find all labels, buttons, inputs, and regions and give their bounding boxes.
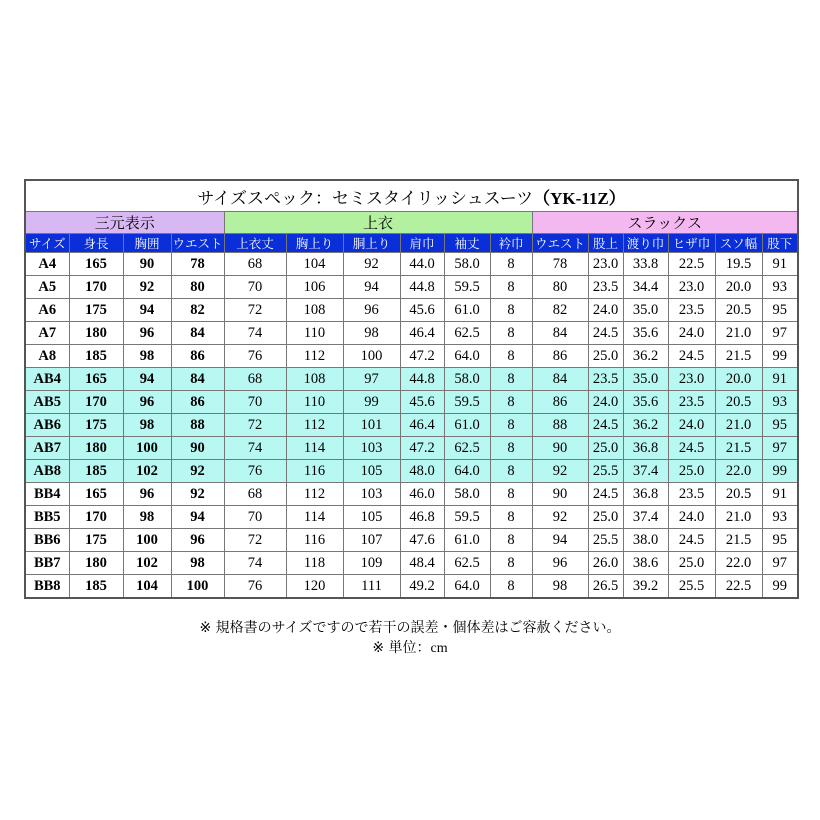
col-header-lapel: 衿巾 [490,234,532,253]
group-three-d: 三元表示 [25,212,224,234]
table-cell: 26.5 [588,575,623,599]
table-row [25,529,798,552]
table-cell: 24.5 [588,414,623,437]
col-header-waist-finished: 胴上り [343,234,400,253]
col-header-size: サイズ [25,234,69,253]
size-cell: A5 [25,276,69,299]
col-header-shoulder: 肩巾 [400,234,444,253]
table-cell: 22.0 [715,460,762,483]
table-cell: 92 [171,460,224,483]
table-cell: 21.0 [715,414,762,437]
table-cell: 62.5 [444,552,490,575]
table-cell: 185 [69,460,123,483]
table-cell: 20.5 [715,299,762,322]
col-header-chest-finished: 胸上り [286,234,343,253]
table-cell: 102 [123,552,171,575]
table-cell: 104 [286,253,343,276]
table-cell: 24.0 [588,299,623,322]
group-jacket: 上衣 [224,212,532,234]
table-cell: 86 [532,391,588,414]
table-row [25,437,798,460]
table-cell: 61.0 [444,529,490,552]
table-cell: 47.6 [400,529,444,552]
table-cell: 24.0 [668,506,715,529]
table-cell: 61.0 [444,299,490,322]
table-cell: 24.5 [668,345,715,368]
table-cell: 103 [343,483,400,506]
table-cell: 96 [171,529,224,552]
table-cell: 94 [171,506,224,529]
table-cell: 58.0 [444,483,490,506]
table-cell: 86 [532,345,588,368]
table-cell: 59.5 [444,506,490,529]
table-cell: 80 [171,276,224,299]
table-cell: 8 [490,368,532,391]
table-cell: 99 [762,575,798,599]
table-cell: 23.0 [588,253,623,276]
table-cell: 91 [762,253,798,276]
table-cell: 8 [490,437,532,460]
table-cell: 8 [490,506,532,529]
table-cell: 25.0 [588,437,623,460]
table-cell: 112 [286,414,343,437]
table-cell: 59.5 [444,391,490,414]
table-cell: 21.0 [715,322,762,345]
table-cell: 23.5 [588,276,623,299]
table-row [25,506,798,529]
table-cell: 35.6 [623,322,668,345]
table-cell: 38.6 [623,552,668,575]
table-cell: 76 [224,460,286,483]
table-cell: 90 [171,437,224,460]
size-cell: AB4 [25,368,69,391]
table-row [25,552,798,575]
table-cell: 46.0 [400,483,444,506]
size-cell: BB7 [25,552,69,575]
table-cell: 44.8 [400,276,444,299]
table-cell: 180 [69,322,123,345]
table-cell: 185 [69,575,123,599]
table-cell: 170 [69,276,123,299]
table-cell: 90 [532,483,588,506]
table-title [25,180,798,212]
table-cell: 180 [69,437,123,460]
col-header-slacks-waist: ウエスト [532,234,588,253]
table-cell: 112 [286,483,343,506]
col-header-inseam: 股下 [762,234,798,253]
table-cell: 8 [490,391,532,414]
table-row [25,345,798,368]
table-cell: 165 [69,368,123,391]
table-cell: 76 [224,575,286,599]
table-cell: 84 [171,368,224,391]
table-cell: 25.5 [668,575,715,599]
col-header-height: 身長 [69,234,123,253]
table-cell: 114 [286,506,343,529]
table-cell: 8 [490,552,532,575]
table-cell: 112 [286,345,343,368]
table-cell: 24.5 [668,437,715,460]
table-cell: 94 [343,276,400,299]
table-cell: 36.8 [623,483,668,506]
table-cell: 8 [490,345,532,368]
table-cell: 47.2 [400,345,444,368]
col-header-knee: ヒザ巾 [668,234,715,253]
table-body [25,253,798,599]
table-cell: 175 [69,414,123,437]
col-header-hem: スソ幅 [715,234,762,253]
table-cell: 35.0 [623,368,668,391]
table-cell: 99 [343,391,400,414]
table-cell: 35.0 [623,299,668,322]
table-cell: 8 [490,322,532,345]
table-cell: 39.2 [623,575,668,599]
table-cell: 64.0 [444,460,490,483]
table-cell: 82 [171,299,224,322]
table-cell: 102 [123,460,171,483]
table-cell: 68 [224,253,286,276]
table-row [25,414,798,437]
table-cell: 95 [762,529,798,552]
table-cell: 165 [69,253,123,276]
table-cell: 74 [224,552,286,575]
table-cell: 78 [532,253,588,276]
table-cell: 8 [490,299,532,322]
table-cell: 98 [123,506,171,529]
table-row [25,483,798,506]
table-cell: 68 [224,483,286,506]
table-cell: 104 [123,575,171,599]
table-cell: 70 [224,276,286,299]
table-cell: 94 [123,299,171,322]
table-cell: 23.5 [668,483,715,506]
size-cell: A6 [25,299,69,322]
table-cell: 62.5 [444,437,490,460]
table-cell: 26.0 [588,552,623,575]
size-cell: A4 [25,253,69,276]
size-cell: A8 [25,345,69,368]
table-cell: 8 [490,414,532,437]
table-cell: 46.4 [400,322,444,345]
table-cell: 48.4 [400,552,444,575]
table-cell: 110 [286,322,343,345]
table-cell: 38.0 [623,529,668,552]
table-cell: 20.0 [715,368,762,391]
table-cell: 70 [224,506,286,529]
table-cell: 23.5 [668,299,715,322]
table-cell: 98 [123,414,171,437]
table-cell: 175 [69,299,123,322]
table-cell: 96 [123,483,171,506]
size-cell: AB8 [25,460,69,483]
size-cell: AB7 [25,437,69,460]
table-cell: 46.8 [400,506,444,529]
table-row [25,276,798,299]
table-cell: 78 [171,253,224,276]
table-cell: 44.0 [400,253,444,276]
table-cell: 22.0 [715,552,762,575]
table-cell: 24.0 [668,414,715,437]
table-cell: 36.8 [623,437,668,460]
table-cell: 74 [224,437,286,460]
table-title-code: （YK-11Z） [533,188,626,208]
table-cell: 97 [343,368,400,391]
table-cell: 25.5 [588,529,623,552]
table-cell: 72 [224,414,286,437]
table-cell: 61.0 [444,414,490,437]
table-title-text: サイズスペック：セミスタイリッシュスーツ [197,188,534,209]
table-cell: 25.0 [588,506,623,529]
disclaimer-note: ※ 規格書のサイズですので若干の誤差・個体差はご容赦ください。 [199,620,621,636]
table-cell: 70 [224,391,286,414]
table-cell: 80 [532,276,588,299]
table-cell: 180 [69,552,123,575]
table-cell: 24.0 [588,391,623,414]
table-cell: 108 [286,368,343,391]
table-cell: 110 [286,391,343,414]
table-cell: 20.5 [715,391,762,414]
table-cell: 25.0 [668,460,715,483]
table-cell: 8 [490,460,532,483]
col-header-jacket-length: 上衣丈 [224,234,286,253]
table-cell: 100 [123,529,171,552]
unit-note-prefix: ※ 単位： [372,640,431,656]
table-cell: 20.5 [715,483,762,506]
table-cell: 101 [343,414,400,437]
table-cell: 19.5 [715,253,762,276]
table-cell: 74 [224,322,286,345]
table-cell: 175 [69,529,123,552]
table-cell: 96 [123,322,171,345]
table-cell: 48.0 [400,460,444,483]
col-header-sleeve: 袖丈 [444,234,490,253]
table-cell: 120 [286,575,343,599]
unit-note-unit: cm [430,641,448,656]
size-cell: AB5 [25,391,69,414]
table-cell: 23.5 [588,368,623,391]
table-cell: 84 [532,368,588,391]
table-cell: 98 [171,552,224,575]
table-cell: 92 [532,460,588,483]
col-header-rise: 股上 [588,234,623,253]
table-cell: 86 [171,345,224,368]
table-cell: 92 [532,506,588,529]
table-cell: 97 [762,322,798,345]
table-cell: 64.0 [444,575,490,599]
table-cell: 96 [123,391,171,414]
table-cell: 91 [762,368,798,391]
table-cell: 45.6 [400,391,444,414]
table-cell: 100 [123,437,171,460]
table-cell: 88 [171,414,224,437]
table-cell: 36.2 [623,414,668,437]
table-cell: 97 [762,552,798,575]
unit-note [0,637,820,657]
table-row [25,391,798,414]
table-cell: 68 [224,368,286,391]
table-cell: 21.5 [715,529,762,552]
table-cell: 97 [762,437,798,460]
table-cell: 21.5 [715,345,762,368]
table-cell: 96 [343,299,400,322]
table-cell: 99 [762,460,798,483]
size-cell: BB8 [25,575,69,599]
table-cell: 105 [343,506,400,529]
table-cell: 107 [343,529,400,552]
table-cell: 36.2 [623,345,668,368]
table-cell: 35.6 [623,391,668,414]
table-cell: 109 [343,552,400,575]
table-cell: 49.2 [400,575,444,599]
table-cell: 93 [762,391,798,414]
table-cell: 37.4 [623,506,668,529]
col-header-chest: 胸囲 [123,234,171,253]
table-cell: 8 [490,529,532,552]
table-cell: 46.4 [400,414,444,437]
table-cell: 92 [123,276,171,299]
table-cell: 25.5 [588,460,623,483]
table-cell: 118 [286,552,343,575]
table-cell: 64.0 [444,345,490,368]
table-cell: 25.0 [668,552,715,575]
table-cell: 62.5 [444,322,490,345]
table-cell: 58.0 [444,253,490,276]
table-cell: 8 [490,483,532,506]
table-cell: 170 [69,391,123,414]
table-cell: 95 [762,299,798,322]
table-cell: 59.5 [444,276,490,299]
group-slacks: スラックス [532,212,798,234]
table-cell: 82 [532,299,588,322]
table-cell: 96 [532,552,588,575]
table-cell: 76 [224,345,286,368]
table-cell: 94 [532,529,588,552]
table-cell: 93 [762,506,798,529]
table-cell: 23.0 [668,368,715,391]
table-cell: 88 [532,414,588,437]
size-cell: BB6 [25,529,69,552]
table-cell: 8 [490,253,532,276]
table-row [25,575,798,599]
table-cell: 116 [286,529,343,552]
table-cell: 99 [762,345,798,368]
table-cell: 116 [286,460,343,483]
table-cell: 20.0 [715,276,762,299]
table-cell: 95 [762,414,798,437]
size-cell: BB4 [25,483,69,506]
table-cell: 34.4 [623,276,668,299]
table-cell: 37.4 [623,460,668,483]
table-cell: 90 [532,437,588,460]
table-cell: 24.5 [668,529,715,552]
table-cell: 23.0 [668,276,715,299]
table-cell: 94 [123,368,171,391]
table-cell: 58.0 [444,368,490,391]
table-cell: 98 [532,575,588,599]
size-cell: BB5 [25,506,69,529]
size-spec-table [24,179,799,599]
table-cell: 100 [171,575,224,599]
table-cell: 47.2 [400,437,444,460]
table-cell: 24.5 [588,483,623,506]
table-cell: 91 [762,483,798,506]
table-cell: 24.5 [588,322,623,345]
table-cell: 84 [171,322,224,345]
table-cell: 103 [343,437,400,460]
table-cell: 72 [224,299,286,322]
size-cell: A7 [25,322,69,345]
table-cell: 105 [343,460,400,483]
table-cell: 84 [532,322,588,345]
table-row [25,322,798,345]
table-cell: 22.5 [715,575,762,599]
table-cell: 93 [762,276,798,299]
table-cell: 25.0 [588,345,623,368]
table-cell: 108 [286,299,343,322]
size-cell: AB6 [25,414,69,437]
table-cell: 90 [123,253,171,276]
table-row [25,253,798,276]
table-cell: 24.0 [668,322,715,345]
table-cell: 185 [69,345,123,368]
table-cell: 100 [343,345,400,368]
table-cell: 23.5 [668,391,715,414]
table-cell: 106 [286,276,343,299]
table-cell: 98 [123,345,171,368]
table-row [25,368,798,391]
table-cell: 72 [224,529,286,552]
table-cell: 98 [343,322,400,345]
col-header-thigh: 渡り巾 [623,234,668,253]
table-cell: 170 [69,506,123,529]
col-header-waist: ウエスト [171,234,224,253]
table-cell: 8 [490,276,532,299]
table-cell: 45.6 [400,299,444,322]
table-cell: 111 [343,575,400,599]
table-cell: 21.0 [715,506,762,529]
column-header-row [25,234,798,253]
table-cell: 92 [343,253,400,276]
table-row [25,299,798,322]
table-cell: 8 [490,575,532,599]
table-cell: 44.8 [400,368,444,391]
table-row [25,460,798,483]
table-cell: 33.8 [623,253,668,276]
table-cell: 22.5 [668,253,715,276]
table-cell: 114 [286,437,343,460]
table-cell: 21.5 [715,437,762,460]
table-cell: 165 [69,483,123,506]
table-cell: 92 [171,483,224,506]
table-cell: 86 [171,391,224,414]
